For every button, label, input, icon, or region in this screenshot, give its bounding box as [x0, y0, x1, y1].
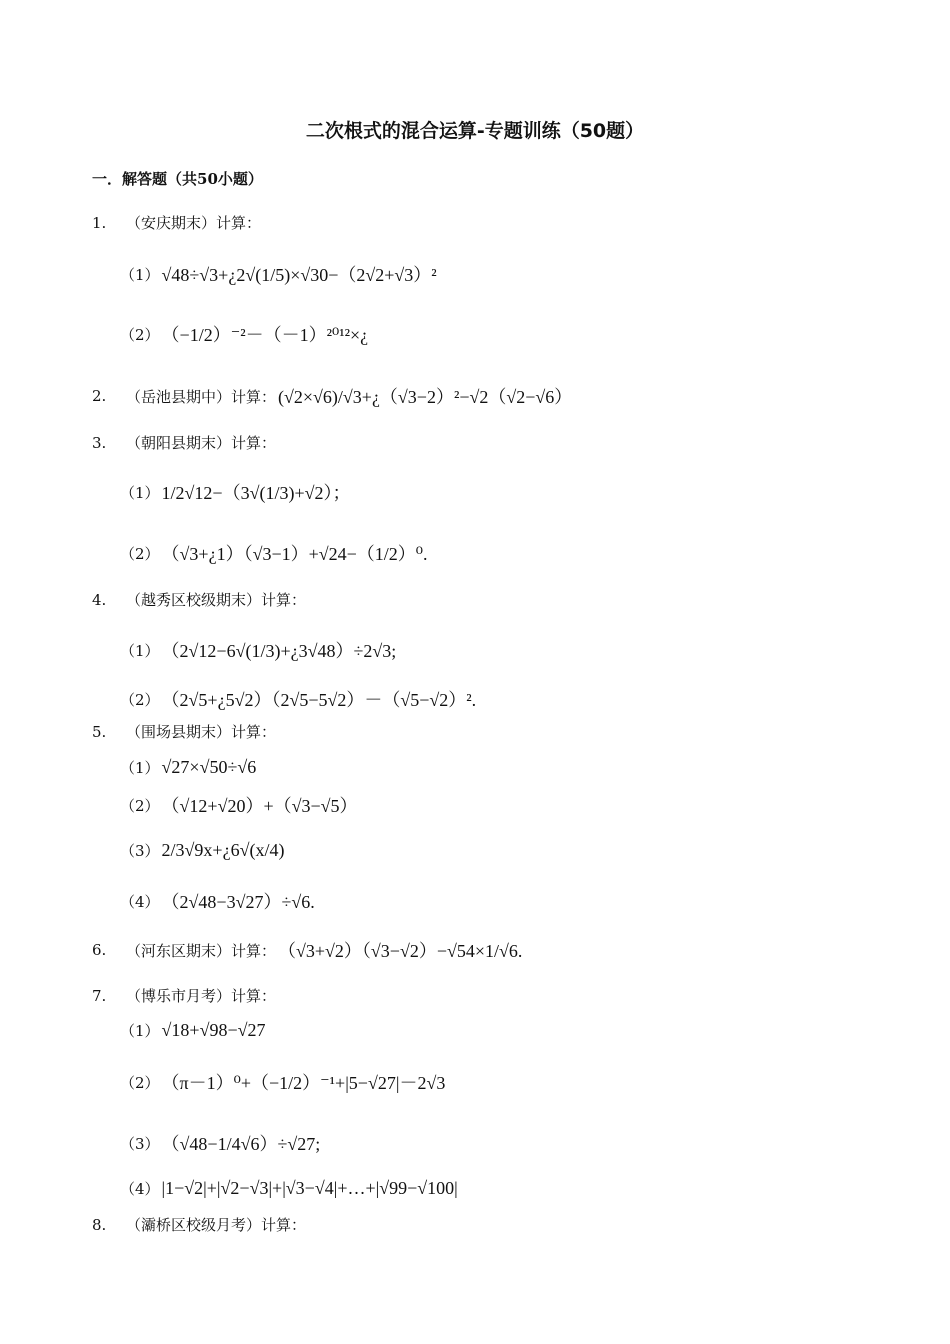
math-expression: （2√48−3√27）÷√6.	[161, 892, 315, 912]
problem-number: 2.	[92, 387, 107, 405]
problem-text: （2）	[120, 796, 160, 815]
math-expression: √48÷√3+¿2√(1/5)×√30−（2√2+√3）²	[161, 265, 437, 285]
page-title: 二次根式的混合运算-专题训练（50题）	[305, 120, 645, 142]
problem-line	[92, 985, 276, 1006]
problem-line	[120, 1130, 320, 1156]
problem-line	[92, 432, 276, 453]
problem-number: 3.	[92, 433, 107, 452]
math-expression: |1−√2|+|√2−√3|+|√3−√4|+…+|√99−√100|	[161, 1178, 458, 1198]
problem-text: （1）	[120, 265, 160, 284]
math-expression: √18+√98−√27	[161, 1020, 266, 1040]
problem-text: （岳池县期中）计算：	[126, 387, 277, 406]
problem-line	[120, 637, 396, 663]
problem-text: （安庆期末）计算：	[126, 214, 262, 232]
math-expression: （2√12−6√(1/3)+¿3√48）÷2√3;	[161, 641, 397, 661]
problem-line	[120, 888, 315, 914]
problem-text: （河东区期末）计算：	[126, 941, 277, 960]
problem-line	[92, 383, 572, 409]
problem-text: （灞桥区校级月考）计算：	[126, 1216, 307, 1234]
problem-line	[120, 261, 437, 287]
problem-text: （4）	[120, 1180, 160, 1198]
math-expression: （√3+¿1）（√3−1）+√24−（1/2）⁰.	[161, 544, 428, 564]
math-expression: （π－1）⁰+（−1/2）⁻¹+|5−√27|－2√3	[161, 1073, 446, 1093]
math-expression: 1/2√12−（3√(1/3)+√2）；	[161, 483, 351, 503]
problem-line	[120, 321, 368, 347]
problem-text: （2）	[120, 544, 160, 563]
problem-line	[92, 1214, 306, 1235]
problem-text: （博乐市月考）计算：	[126, 987, 277, 1005]
problem-number: 6.	[92, 941, 107, 959]
problem-line	[120, 540, 428, 566]
problem-line	[120, 757, 256, 778]
problem-line	[120, 840, 284, 861]
problem-text: （1）	[120, 1022, 160, 1040]
problem-text: （3）	[120, 842, 160, 860]
problem-line	[92, 721, 276, 742]
math-expression: (√2×√6)/√3+¿（√3−2）²−√2（√2−√6）	[278, 387, 573, 407]
problem-text: （越秀区校级期末）计算：	[126, 591, 307, 609]
problem-line	[120, 479, 350, 505]
problem-line	[92, 937, 522, 963]
problem-text: （3）	[120, 1134, 160, 1153]
problem-text: （1）	[120, 641, 160, 660]
problem-number: 8.	[92, 1215, 107, 1234]
problem-line	[120, 686, 476, 712]
problem-number: 5.	[92, 722, 107, 741]
math-expression: （2√5+¿5√2）（2√5−5√2）－（√5−√2）².	[161, 690, 477, 710]
problem-text: （2）	[120, 690, 160, 709]
problem-line	[92, 212, 261, 233]
problem-number: 4.	[92, 590, 107, 609]
math-expression: 2/3√9x+¿6√(x/4)	[161, 840, 285, 860]
math-expression: （√12+√20）+（√3−√5）	[161, 796, 358, 816]
math-expression: （−1/2）⁻²－（－1）²⁰¹²×¿	[161, 325, 369, 345]
problem-line	[120, 1069, 445, 1095]
problem-number: 7.	[92, 986, 107, 1005]
problem-line	[120, 1020, 266, 1041]
problem-number: 1.	[92, 213, 107, 232]
problem-text: （2）	[120, 325, 160, 344]
math-expression: （√48−1/4√6）÷√27;	[161, 1134, 321, 1154]
math-expression: √27×√50÷√6	[161, 757, 257, 777]
problem-text: （4）	[120, 892, 160, 911]
problem-line	[120, 792, 358, 818]
section-heading: 一．解答题（共50小题）	[92, 170, 263, 188]
problem-text: （1）	[120, 483, 160, 502]
problem-line	[92, 589, 306, 610]
problem-text: （围场县期末）计算：	[126, 723, 277, 741]
problem-text: （2）	[120, 1073, 160, 1092]
math-expression: （√3+√2）（√3−√2）−√54×1/√6.	[278, 941, 523, 961]
problem-text: （1）	[120, 759, 160, 777]
problem-line	[120, 1178, 458, 1199]
problem-text: （朝阳县期末）计算：	[126, 434, 277, 452]
